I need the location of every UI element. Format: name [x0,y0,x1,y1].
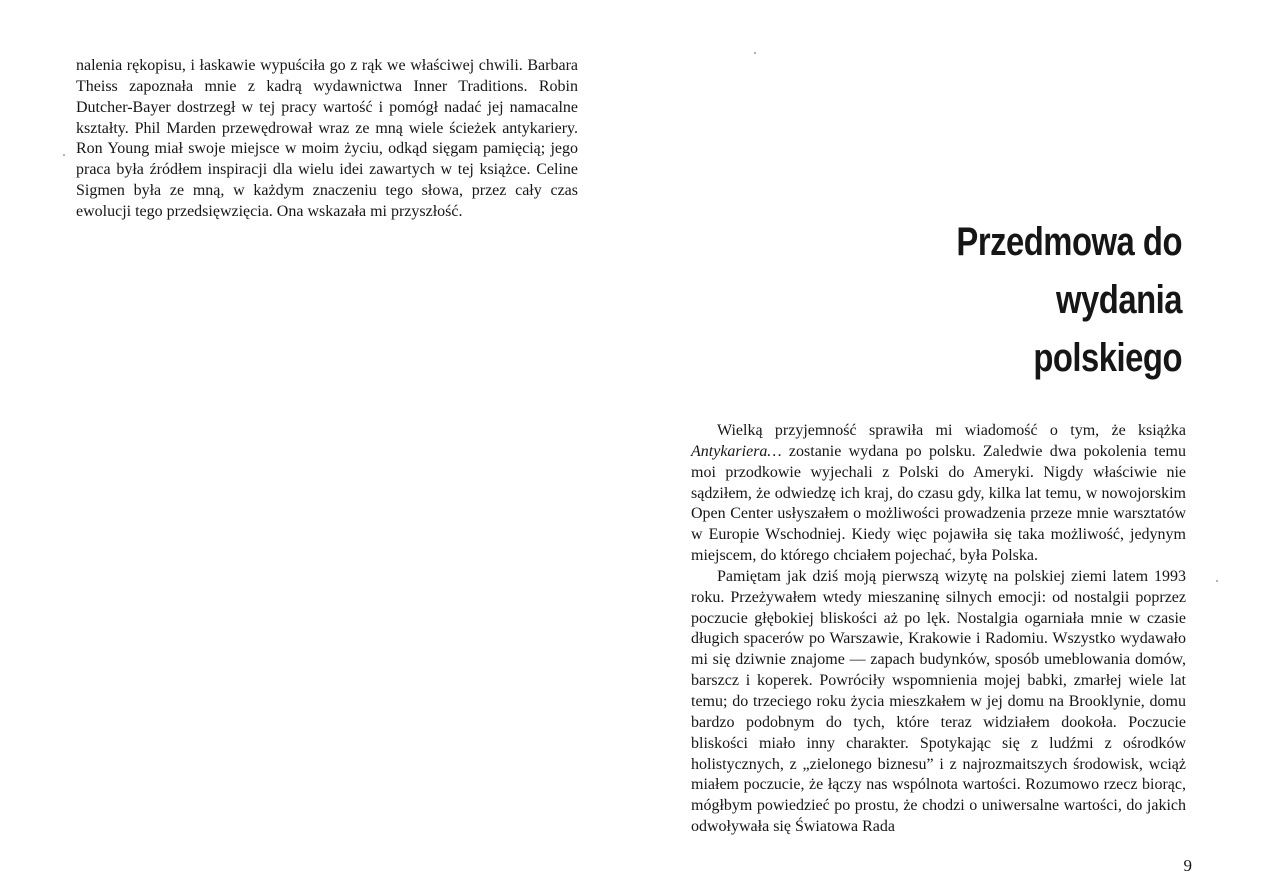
right-paragraph-1 [691,421,1186,567]
chapter-title [829,213,1182,387]
chapter-title-line-2: polskiego [1033,336,1182,380]
left-page-text [76,56,578,223]
scan-speck [1216,580,1218,582]
page-number: 9 [1183,856,1192,875]
paragraph-1-rest: zostanie wydana po polsku. Zaledwie dwa pokolenia temu moi przodkowie wyjechali z Polski do Ameryki. Nigdy właściwie nie sądziłem, że odwiedzę ich kraj, do czasu gdy, kilka lat temu, w nowojorskim Open Center usłyszałem o możliwości prowadzenia przeze mnie warsztatów w Europie Wschodniej. Kiedy więc pojawiła się taka możliwość, jedynym miejscem, do którego chciałem pojechać, była Polska. [691,442,1186,565]
right-page-text [691,421,1186,838]
scan-speck [63,154,65,156]
paragraph-1-start: Wielką przyjemność sprawiła mi wiadomość o tym, że książka [717,422,1186,439]
chapter-title-line-1: Przedmowa do wydania [956,220,1182,322]
left-paragraph-1: nalenia rękopisu, i łaskawie wypuściła go z rąk we właściwej chwili. Barbara Theiss zapoznała mnie z kadrą wydawnictwa Inner Traditions. Robin Dutcher-Bayer dostrzegł w tej pracy wartość i pomógł nadać jej namacalne kształty. Phil Marden przewędrował wraz ze mną wiele ścieżek antykariery. Ron Young miał swoje miejsce w moim życiu, odkąd sięgam pamięcią; jego praca była źródłem inspiracji dla wielu idei zawartych w tej książce. Celine Sigmen była ze mną, w każdym znaczeniu tego słowa, przez cały czas ewolucji tego przedsięwzięcia. Ona wskazała mi przyszłość. [76,57,578,220]
right-paragraph-2: Pamiętam jak dziś moją pierwszą wizytę na polskiej ziemi latem 1993 roku. Przeżywałem wtedy mieszaninę silnych emocji: od nostalgii poprzez poczucie głębokiej bliskości aż po lęk. Nostalgia ogarniała mnie w czasie długich spacerów po Warszawie, Krakowie i Radomiu. Wszystko wydawało mi się dziwnie znajome — zapach budynków, sposób umeblowania domów, barszcz i koperek. Powróciły wspomnienia mojej babki, zmarłej wiele lat temu; do trzeciego roku życia mieszkałem w jej domu na Brooklynie, domu bardzo podobnym do tych, które teraz widziałem dookoła. Poczucie bliskości miało inny charakter. Spotykając się z ludźmi z ośrodków holistycznych, z „zielonego biznesu” i z najrozmaitszych środowisk, wciąż miałem poczucie, że łączy nas wspólnota wartości. Rozumowo rzecz biorąc, mógłbym powiedzieć po prostu, że chodzi o uniwersalne wartości, do jakich odwoływała się Światowa Rada [691,567,1186,836]
right-page [631,0,1263,893]
book-title-italic: Antykariera… [691,442,782,460]
scan-speck [754,52,756,54]
left-page [0,0,631,893]
